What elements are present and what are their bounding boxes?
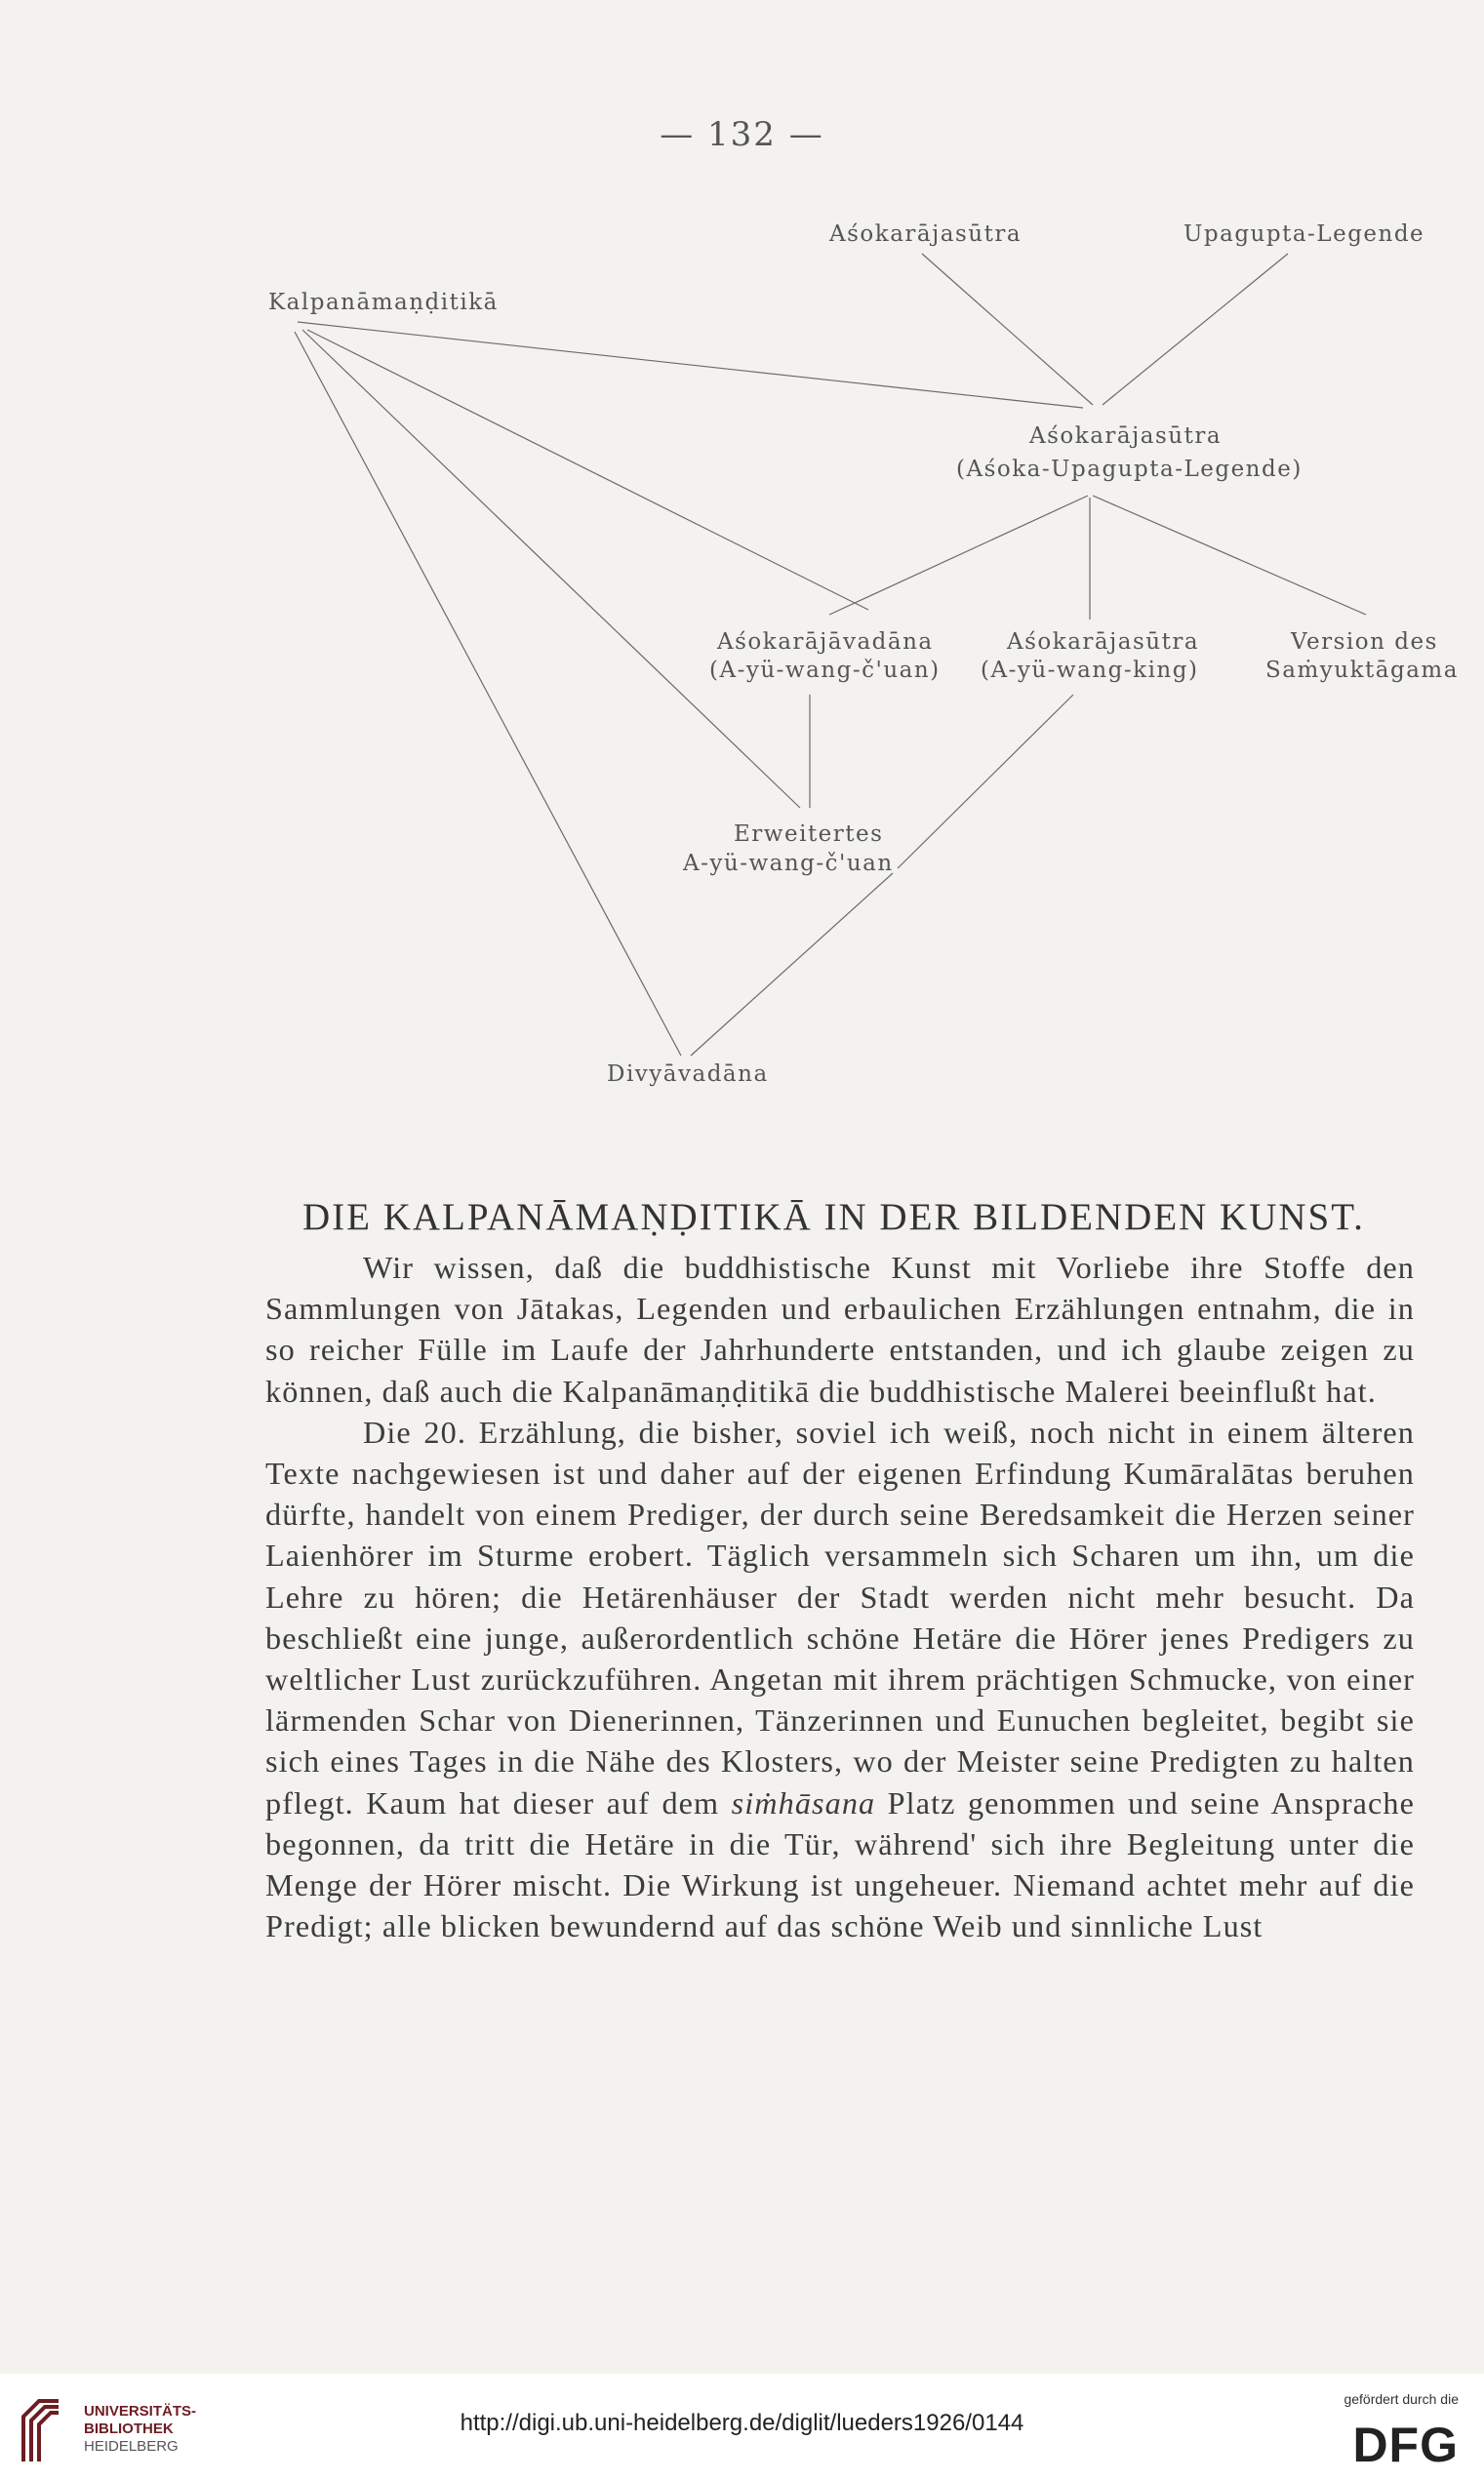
paragraph-2-part-b: Platz genommen und seine Ansprache begonnen, da tritt die Hetäre in die Tür, während' sich ihre Begleitung unter die Menge der Hörer mischt. Die Wirkung ist ungeheuer. Niemand achtet mehr auf die Predigt; alle blicken bewundernd auf das schöne Weib und sinnliche Lust [265, 1784, 1415, 1944]
section-heading: DIE KALPANĀMAṆḌITIKĀ IN DER BILDENDEN KUNST. [302, 1196, 1365, 1238]
node-asoka-sutra-mid-sub: (Aśoka-Upagupta-Legende) [956, 457, 1303, 482]
funded-by-label: gefördert durch die [1344, 2391, 1459, 2407]
edge-erweitertes-to-divya [691, 873, 893, 1056]
edge-mid-to-samyukta [1093, 496, 1366, 615]
dfg-logo: DFG [1352, 2418, 1459, 2472]
node-erweitertes-sub: A-yü-wang-č'uan [683, 851, 894, 876]
library-name-line-2: BIBLIOTHEK [84, 2421, 174, 2437]
edge-kalpana-to-mid [298, 322, 1083, 408]
node-samyukta: Version des [1291, 629, 1438, 655]
page-number: — 132 — [660, 115, 824, 154]
node-divya: Divyāvadāna [607, 1061, 769, 1087]
edge-upagupta-to-mid [1103, 254, 1288, 405]
node-asoka-sutra-mid: Aśokarājasūtra [1029, 423, 1223, 449]
edge-mid-to-avadana [829, 496, 1088, 615]
node-sutra-king-sub: (A-yü-wang-king) [981, 658, 1199, 683]
body-text [265, 1247, 1415, 1946]
node-kalpana: Kalpanāmaṇḍitikā [268, 290, 499, 315]
node-erweitertes: Erweitertes [734, 821, 884, 847]
paragraph-2-part-a: Die 20. Erzählung, die bisher, soviel ich weiß, noch nicht in einem älteren Texte nachgewiesen ist und daher auf der eigenen Erfindung Kumāralātas beruhen dürfte, handelt von einem Prediger, der durch seine Beredsamkeit die Herzen seiner Laienhörer im Sturme erobert. Täglich versammeln sich Scharen um ihn, um die Lehre zu hören; die Hetärenhäuser der Stadt werden nicht mehr besucht. Da beschließt eine junge, außerordentlich schöne Hetäre die Hörer jenes Predigers zu weltlicher Lust zurückzuführen. Angetan mit ihrem prächtigen Schmucke, von einer lärmenden Schar von Dienerinnen, Tänzerinnen und Eunuchen begleitet, begibt sie sich eines Tages in die Nähe des Klosters, wo der Meister seine Predigten zu halten pflegt. Kaum hat dieser auf dem [265, 1414, 1415, 1821]
node-sutra-king: Aśokarājasūtra [1007, 629, 1200, 655]
stemma-diagram [0, 0, 1484, 1112]
node-upagupta: Upagupta-Legende [1183, 221, 1425, 247]
paragraph-1: Wir wissen, daß die buddhistische Kunst mit Vorliebe ihre Stoffe den Sammlungen von Jātakas, Legenden und erbaulichen Erzählungen entnahm, die in so reicher Fülle im Laufe der Jahrhunderte entstanden, und ich glaube zeigen zu können, daß auch die Kalpanāmaṇḍitikā die buddhistische Malerei beeinflußt hat. [265, 1250, 1415, 1409]
library-name-line-3: HEIDELBERG [84, 2438, 179, 2455]
node-asoka-sutra-top: Aśokarājasūtra [829, 221, 1023, 247]
edge-sutra-to-mid [922, 254, 1093, 405]
paragraph-2 [265, 1412, 1415, 1947]
paragraph-2-italic-term: siṁhāsana [731, 1784, 876, 1821]
node-avadana-sub: (A-yü-wang-č'uan) [709, 658, 941, 683]
footer-bar [0, 2374, 1484, 2481]
edge-sutra-king-to-erweitertes [898, 695, 1073, 868]
node-avadana: Aśokarājāvadāna [717, 629, 934, 655]
library-name-line-1: UNIVERSITÄTS- [84, 2403, 197, 2420]
edge-kalpana-to-divya [295, 332, 681, 1056]
edge-kalpana-to-erweitertes [302, 330, 800, 808]
node-samyukta-sub: Saṁyuktāgama [1265, 658, 1459, 683]
edge-kalpana-to-avadana [307, 330, 868, 610]
source-url-link[interactable]: http://digi.ub.uni-heidelberg.de/diglit/lueders1926/0144 [460, 2410, 1024, 2436]
